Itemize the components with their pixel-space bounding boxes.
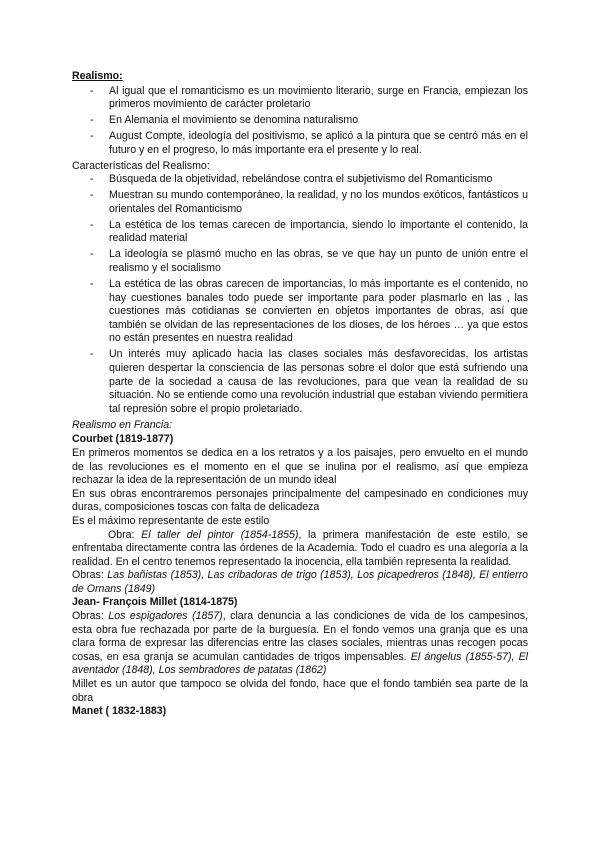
list-item: - Muestran su mundo contemporáneo, la realidad, y no los mundos exóticos, fantásticos u orientales del Romanticismo (72, 189, 528, 216)
obras-list: Las bañistas (1853), Las cribadoras de trigo (1853), Los picapedreros (1848), El entierro de Ornans (1849) (72, 569, 528, 595)
list-item: - August Compte, ideología del positivismo, se aplicó a la pintura que se centró más en el futuro y en el progreso, lo más importante era el presente y lo real. (72, 130, 528, 157)
list-item: - En Alemania el movimiento se denomina naturalismo (72, 114, 528, 128)
obra-text: , la primera manifestación de este estilo, se enfrentaba directamente contra las órdenes de la Academia. Todo el cuadro es una alegoría a la realidad. En el centro tenemos representado la inocencia, ella también representa la realidad. (72, 528, 528, 568)
obra-list: El ángelus (1855-57), El aventador (1848), Los sembradores de patatas (1862) (72, 650, 528, 677)
courbet-paragraph: Es el máximo representante de este estilo (72, 514, 270, 527)
section-title-realismo: Realismo: (72, 70, 123, 82)
characteristics-list (72, 173, 528, 416)
courbet-paragraph: En sus obras encontraremos personajes principalmente del campesinado en condiciones muy duras, composiciones toscas con falta de delicadeza (72, 487, 528, 514)
list-item: - Al igual que el romanticismo es un movimiento literario, surge en Francia, empiezan los primeros movimiento de carácter proletario (72, 85, 528, 112)
millet-heading: Jean- François Millet (1814-1875) (72, 596, 238, 609)
list-item: - Un interés muy aplicado hacia las clases sociales más desfavorecidas, los artistas quieren despertar la consciencia de las personas sobre el dolor que está sufriendo una parte de la sociedad a causa de las revoluciones, para que vean la realidad de su situación. No se entiende como una revolución industrial que estaban viviendo permitiera tal represión sobre el propio proletariado. (72, 348, 528, 416)
obra-label: Obra: (108, 528, 135, 541)
obras-label: Obras: (72, 610, 104, 623)
list-item: - La estética de los temas carecen de importancia, siendo lo importante el contenido, la realidad material (72, 219, 528, 246)
obra-title: El taller del pintor (1854-1855) (141, 528, 299, 541)
obra-text: , clara denuncia a las condiciones de vida de los campesinos, esta obra fue rechazada por parte de la burguesía. En el fondo vemos una granja que es una clara forma de expresar las diferencias entre las clases sociales, mientras unas recogen pocas cosas, en esa granja se acumulan cantidades de trigos impensables. (72, 610, 528, 663)
obra-title: Los espigadores (1857) (108, 610, 223, 623)
manet-heading: Manet ( 1832-1883) (72, 705, 167, 718)
courbet-obra-paragraph (72, 529, 528, 570)
obras-label: Obras: (72, 569, 104, 582)
france-heading: Realismo en Francia: (72, 418, 173, 431)
intro-list (72, 85, 528, 158)
list-item: - La estética de las obras carecen de importancias, lo más importante es el contenido, no hay cuestiones banales todo puede ser importante para poder plasmarlo en las , las cuestiones más cotidianas se convierten en objetos importantes de obras, así que también se olvidan de las representaciones de los dioses, de los héroes … ya que estos no están presentes en nuestra realidad (72, 278, 528, 346)
list-item: - Búsqueda de la objetividad, rebelándose contra el subjetivismo del Romanticismo (72, 173, 528, 187)
courbet-heading: Courbet (1819-1877) (72, 433, 174, 446)
millet-obras-paragraph (72, 610, 528, 678)
characteristics-heading: Características del Realismo: (72, 159, 210, 172)
courbet-obras-paragraph (72, 569, 528, 596)
courbet-paragraph: En primeros momentos se dedica en a los retratos y a los paisajes, pero envuelto en el mundo de las revoluciones es el momento en el que se inulina por el realismo, así que empieza rechazar la idea de la representación de un mundo ideal (72, 446, 528, 487)
list-item: - La ideología se plasmó mucho en las obras, se ve que hay un punto de unión entre el realismo y el socialismo (72, 248, 528, 275)
millet-paragraph: Millet es un autor que tampoco se olvida del fondo, hace que el fondo también sea parte de la obra (72, 678, 528, 704)
